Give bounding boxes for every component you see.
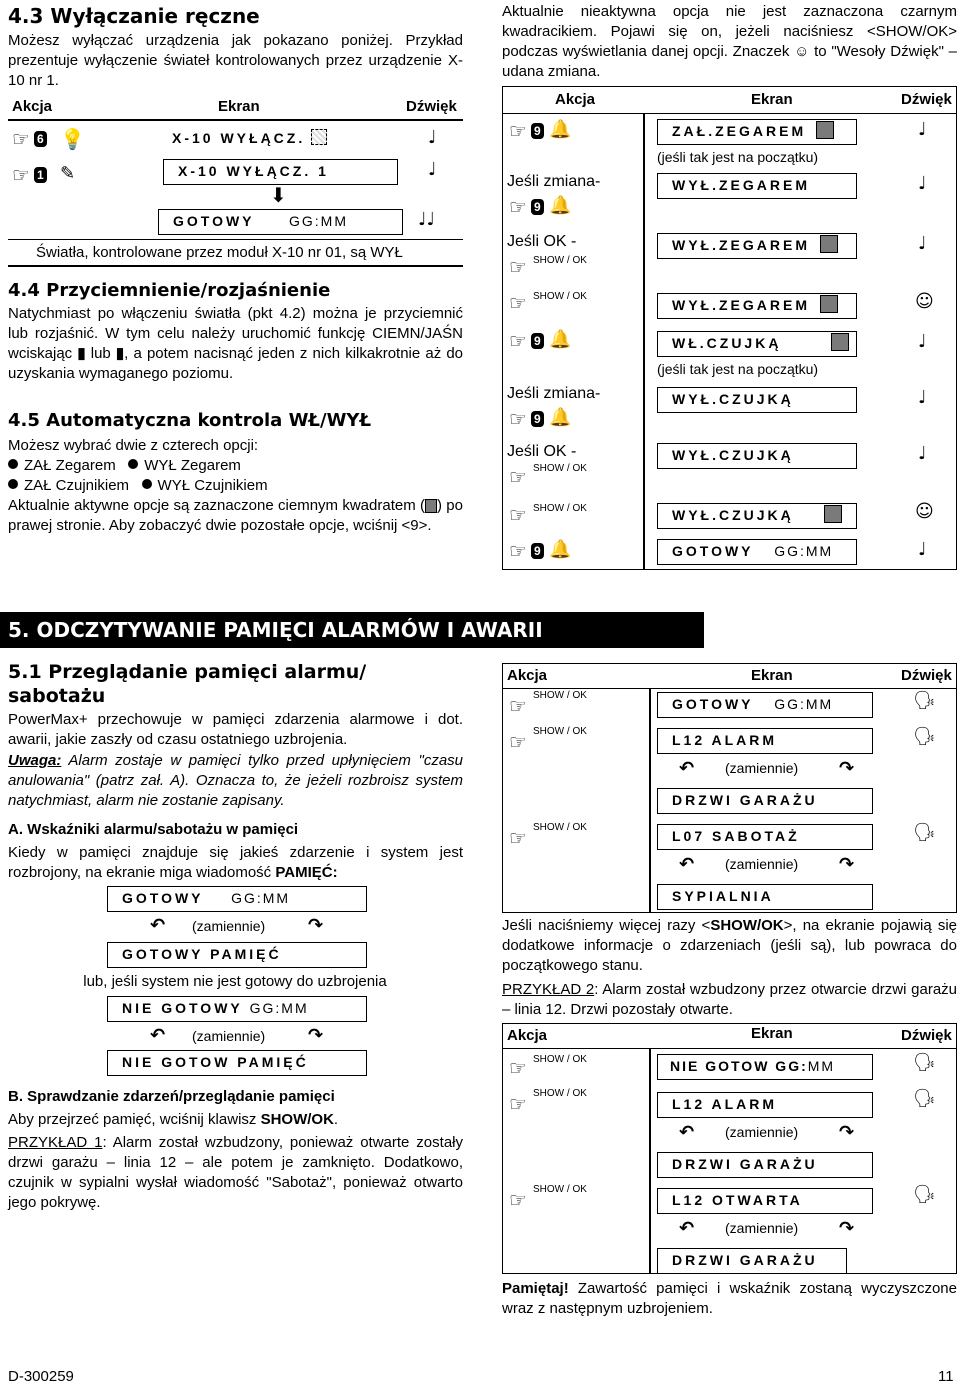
press-hand-icon: ☞ [509,255,527,279]
lcd-ready: GOTOWY GG:MM [158,209,403,235]
lcd-alarm: L12 ALARM [657,728,873,754]
bell-icon: 🔔 [549,119,572,139]
table-4-3 [8,95,463,267]
press-hand-icon: ☞ [509,119,527,143]
press-hand-icon: ☞ [509,539,527,563]
bell-icon: 🔔 [549,407,572,427]
col-action: Akcja [12,98,53,115]
sub-b-title: B. Sprawdzanie zdarzeń/przeglądanie pamięci [8,1088,335,1105]
press-hand-icon: ☞ [509,730,527,754]
voice-icon: 🗣 [913,1184,936,1204]
right-intro: Aktualnie nieaktywna opcja nie jest zaznaczona czarnym kwadracikiem. Pojawi się on, jeżeli naciśniesz <SHOW/OK> podczas wyświetlania danej opcji. Znaczek ☺ to "Wesoły Dźwięk" – udana zmiana. [502,3,957,80]
voice-icon: 🗣 [913,1052,936,1072]
key-9: 9 [531,543,544,559]
key-6: 6 [34,131,47,147]
if-ok-label: Jeśli OK - [507,233,577,250]
happy-sound-icon: ☺ [915,291,934,312]
show-ok-key: SHOW / OK [533,255,587,266]
press-hand-icon: ☞ [509,826,527,850]
alternate-right-icon: ↷ [308,1025,324,1046]
show-ok-key: SHOW / OK [533,1088,587,1099]
lcd-off-timer: WYŁ.ZEGAREM [657,173,857,199]
alternate-right-icon: ↷ [839,1218,855,1239]
doc-number: D-300259 [8,1368,74,1385]
result-text: Światła, kontrolowane przez moduł X-10 nr 01, są WYŁ [36,244,403,261]
show-ok-key: SHOW / OK [533,822,587,833]
col-action: Akcja [555,91,596,108]
if-change-label: Jeśli zmiana- [507,173,601,190]
down-arrow-icon: ⬇ [270,182,287,207]
lcd-not-ready-memory: NIE GOTOW PAMIĘĆ [107,1050,367,1076]
section-4-4-title: 4.4 Przyciemnienie/rozjaśnienie [8,280,331,301]
table-auto-control [502,86,957,570]
press-hand-icon: ☞ [509,503,527,527]
col-sound: Dźwięk [901,667,952,684]
initial-state-note: (jeśli tak jest na początku) [657,361,819,377]
opt-off-timer: WYŁ Zegarem [144,457,241,474]
lcd-off-timer: WYŁ.ZEGAREM [657,293,857,319]
col-screen: Ekran [751,91,793,108]
opt-on-sensor: ZAŁ Czujnikiem [24,477,130,494]
col-sound: Dźwięk [901,1027,952,1044]
alternately-label: (zamiennie) [725,1220,799,1236]
alternate-left-icon: ↶ [150,915,166,936]
blink-square-icon [311,129,327,145]
lcd-x10-off-1: X-10 WYŁĄCZ. 1 [163,159,398,185]
press-hand-icon: ☞ [12,162,30,187]
show-ok-key: SHOW / OK [533,690,587,701]
col-screen: Ekran [751,1025,793,1042]
example-1: PRZYKŁAD 1: Alarm został wzbudzony, ponieważ otwarte zostały drzwi garażu – linia 12 – ale potem je zamknięto. Dodatkowo, czujnik w sypialni wysłał wiadomość "Sabotaż", ponieważ otwarto jego pokrywę. [8,1134,463,1211]
lcd-tamper: L07 SABOTAŻ [657,824,873,850]
lcd-ready: GOTOWY GG:MM [657,692,873,718]
show-ok-key: SHOW / OK [533,726,587,737]
opt-on-timer: ZAŁ Zegarem [24,457,116,474]
remember-note: Pamiętaj! Zawartość pamięci i wskaźnik zostaną wyczyszczone wraz z następnym uzbrojeniem. [502,1280,957,1317]
show-ok-key: SHOW / OK [533,1054,587,1065]
lcd-on-timer: ZAŁ.ZEGAREM [657,119,857,145]
lcd-off-sensor: WYŁ.CZUJKĄ [657,443,857,469]
key-9: 9 [531,123,544,139]
press-hand-icon: ☞ [509,329,527,353]
key-9: 9 [531,199,544,215]
opt-off-sensor: WYŁ Czujnikiem [157,477,268,494]
section-4-4-body: Natychmiast po włączeniu światła (pkt 4.2) można je przyciemnić lub rozjaśnić. W tym celu należy uruchomić funkcję CIEMN/JAŚN wciskając ▮ lub ▮, a potem nacisnąć jeden z nich kilkakrotnie aż do uzyskania wymaganego poziomu. [8,305,464,382]
key-9: 9 [531,411,544,427]
lcd-off-sensor: WYŁ.CZUJKĄ [657,387,857,413]
alternately-label: (zamiennie) [725,856,799,872]
beep-note-icon: ♩ [918,173,927,194]
lcd-garage-door: DRZWI GARAŻU [657,1152,873,1178]
beep-note-icon: ♩ [918,539,927,560]
section-5-1-body: PowerMax+ przechowuje w pamięci zdarzenia alarmowe i dot. awarii, jakie zaszły od czasu ostatniego uzbrojenia. [8,711,463,748]
col-action: Akcja [507,667,548,684]
example-2: PRZYKŁAD 2: Alarm został wzbudzony przez otwarcie drzwi garażu – linia 12. Drzwi pozostały otwarte. [502,981,958,1018]
lcd-garage-door: DRZWI GARAŻU [657,1248,847,1274]
show-ok-key: SHOW / OK [533,503,587,514]
voice-icon: 🗣 [913,690,936,710]
off-icon: ✎ [60,162,76,183]
press-hand-icon: ☞ [509,407,527,431]
beep-note-icon: ♩ [428,158,437,180]
section-4-5-body: Aktualnie aktywne opcje są zaznaczone ciemnym kwadratem ( ) po prawej stronie. Aby zobaczyć dwie pozostałe opcje, wciśnij <9>. [8,497,463,534]
dark-square-icon [425,499,437,513]
bell-icon: 🔔 [549,329,572,349]
alternately-label: (zamiennie) [192,1028,266,1044]
page-number: 11 [938,1368,954,1385]
beep-note-icon: ♩ [428,126,437,148]
lcd-on-sensor: WŁ.CZUJKĄ [657,331,857,357]
voice-icon: 🗣 [913,726,936,746]
col-sound: Dźwięk [901,91,952,108]
press-hand-icon: ☞ [509,1092,527,1116]
lcd-open: L12 OTWARTA [657,1188,873,1214]
bell-icon: 🔔 [549,539,572,559]
sub-b-body: Aby przejrzeć pamięć, wciśnij klawisz SHOW/OK. [8,1111,339,1128]
alternate-left-icon: ↶ [679,1218,695,1239]
press-hand-icon: ☞ [509,465,527,489]
alternate-right-icon: ↷ [839,854,855,875]
beep-note-icon: ♩ [918,233,927,254]
col-sound: Dźwięk [406,98,457,115]
press-hand-icon: ☞ [509,694,527,718]
beep-note-icon: ♩ [918,331,927,352]
lcd-x10-off: X-10 WYŁĄCZ. [158,127,388,153]
press-hand-icon: ☞ [509,1188,527,1212]
beep-note-icon: ♩ [918,119,927,140]
section-4-3-intro: Możesz wyłączać urządzenia jak pokazano poniżej. Przykład prezentuje wyłączenie świateł kontrolowanych przez urządzenie X-10 nr 1. [8,32,463,89]
press-hand-icon: ☞ [509,291,527,315]
press-hand-icon: ☞ [509,195,527,219]
lcd-off-timer: WYŁ.ZEGAREM [657,233,857,259]
press-hand-icon: ☞ [12,126,30,151]
alternate-right-icon: ↷ [839,1122,855,1143]
alternate-left-icon: ↶ [679,758,695,779]
alternate-left-icon: ↶ [679,854,695,875]
voice-icon: 🗣 [913,822,936,842]
col-action: Akcja [507,1027,548,1044]
table-example-1 [502,663,957,913]
bell-icon: 🔔 [549,195,572,215]
col-screen: Ekran [218,98,260,115]
lcd-not-ready: NIE GOTOW GG:MM [657,1054,873,1080]
lcd-off-sensor: WYŁ.CZUJKĄ [657,503,857,529]
lcd-garage-door: DRZWI GARAŻU [657,788,873,814]
section-5-1-title: 5.1 Przeglądanie pamięci alarmu/ sabotażu [8,661,367,707]
lcd-alarm: L12 ALARM [657,1092,873,1118]
happy-sound-icon: ☺ [915,501,934,522]
lcd-ready: GOTOWY GG:MM [107,886,367,912]
press-hand-icon: ☞ [509,1056,527,1080]
section-4-5-intro: Możesz wybrać dwie z czterech opcji: [8,437,259,454]
lcd-ready-memory: GOTOWY PAMIĘĆ [107,942,367,968]
beep-note-icon: ♩ [918,387,927,408]
if-ok-label: Jeśli OK - [507,443,577,460]
col-screen: Ekran [751,667,793,684]
key-1: 1 [34,167,47,183]
caution-note: Uwaga: Alarm zostaje w pamięci tylko przed upłynięciem "czasu anulowania" (patrz zał. A). Oznacza to, że jeżeli rozbroisz system natychmiast, alarm nie zostanie zapisany. [8,752,463,809]
key-9: 9 [531,333,544,349]
bright-key-icon: ▮ [115,345,125,362]
alternate-right-icon: ↷ [839,758,855,779]
sub-a-body: Kiedy w pamięci znajduje się jakieś zdarzenie i system jest rozbrojony, na ekranie miga wiadomość PAMIĘĆ: [8,844,463,881]
alternate-left-icon: ↶ [150,1025,166,1046]
section-5-title: 5. ODCZYTYWANIE PAMIĘCI ALARMÓW I AWARII [0,612,704,648]
lcd-bedroom: SYPIALNIA [657,884,873,910]
double-beep-icon: ♩♩ [418,208,435,230]
initial-state-note: (jeśli tak jest na początku) [657,149,819,165]
lcd-not-ready: NIE GOTOWY GG:MM [107,996,367,1022]
sub-a-title: A. Wskaźniki alarmu/sabotażu w pamięci [8,821,299,838]
more-info-text: Jeśli naciśniemy więcej razy <SHOW/OK>, na ekranie pojawią się dodatkowe informacje o zdarzeniach (jeśli są), lub powraca do początkowego stanu. [502,917,957,974]
alternately-label: (zamiennie) [725,1124,799,1140]
show-ok-key: SHOW / OK [533,1184,587,1195]
alternately-label: (zamiennie) [192,918,266,934]
section-4-3-title: 4.3 Wyłączanie ręczne [8,4,260,28]
show-ok-key: SHOW / OK [533,463,587,474]
bulb-icon: 💡 [60,128,85,151]
alternate-right-icon: ↷ [308,915,324,936]
alternately-label: (zamiennie) [725,760,799,776]
alternate-left-icon: ↶ [679,1122,695,1143]
section-4-5-title: 4.5 Automatyczna kontrola WŁ/WYŁ [8,410,372,431]
dim-key-icon: ▮ [77,345,86,362]
show-ok-key: SHOW / OK [533,291,587,302]
beep-note-icon: ♩ [918,443,927,464]
not-ready-note: lub, jeśli system nie jest gotowy do uzbrojenia [83,973,387,990]
voice-icon: 🗣 [913,1088,936,1108]
if-change-label: Jeśli zmiana- [507,385,601,402]
table-example-2 [502,1023,957,1274]
lcd-ready: GOTOWY GG:MM [657,539,857,565]
